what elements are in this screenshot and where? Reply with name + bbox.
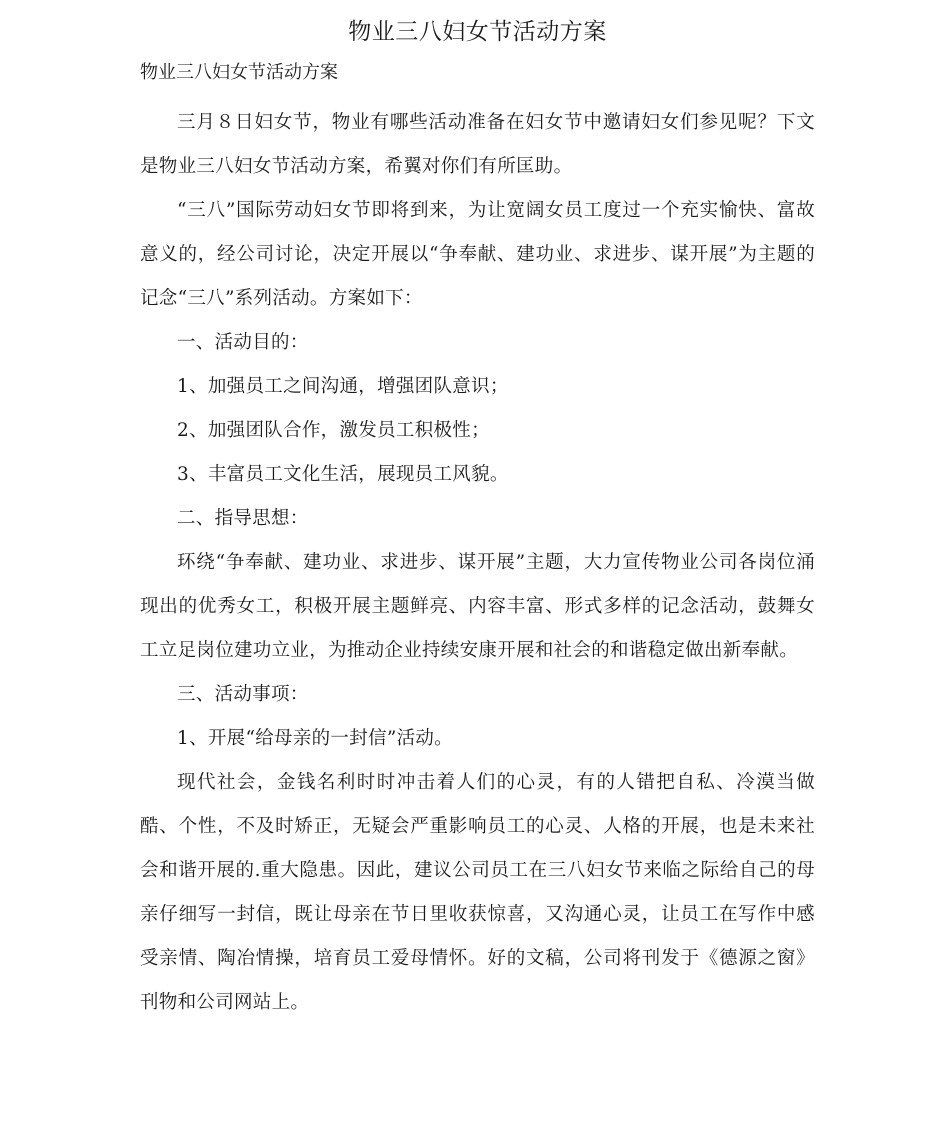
section-heading-purpose: 一、活动目的： (177, 332, 309, 353)
plan-intro-paragraph: “三八”国际劳动妇女节即将到来，为让宽阔女员工度过一个充实愉快、富故意义的，经公司讨论，决定开展以“争奉献、建功业、求进步、谋开展”为主题的记念“三八”系列活动。方案如下： (140, 200, 815, 309)
purpose-item-3: 3、丰富员工文化生活，展现员工风貌。 (177, 464, 509, 485)
document-subtitle: 物业三八妇女节活动方案 (140, 62, 338, 83)
purpose-item-2: 2、加强团队合作，激发员工积极性； (177, 420, 490, 441)
activity-description-paragraph: 现代社会，金钱名利时时冲击着人们的心灵，有的人错把自私、冷漠当做酷、个性，不及时矫正，无疑会严重影响员工的心灵、人格的开展，也是未来社会和谐开展的.重大隐患。因此，建议公司员工在三八妇女节来临之际给自己的母亲仔细写一封信，既让母亲在节日里收获惊喜，又沟通心灵，让员工在写作中感受亲情、陶冶情操，培育员工爱母情怀。好的文稿，公司将刊发于《德源之窗》刊物和公司网站上。 (140, 772, 815, 1013)
guidance-paragraph: 环绕“争奉献、建功业、求进步、谋开展”主题，大力宣传物业公司各岗位涌现出的优秀女工，积极开展主题鲜亮、内容丰富、形式多样的记念活动，鼓舞女工立足岗位建功立业，为推动企业持续安康开展和社会的和谐稳定做出新奉献。 (140, 552, 815, 661)
section-heading-activities: 三、活动事项： (177, 684, 309, 705)
intro-paragraph: 三月８日妇女节，物业有哪些活动准备在妇女节中邀请妇女们参见呢？下文是物业三八妇女节活动方案，希翼对你们有所匡助。 (140, 112, 815, 177)
section-heading-guidance: 二、指导思想： (177, 508, 309, 529)
activity-item-1: 1、开展“给母亲的一封信”活动。 (177, 728, 453, 749)
document-body (140, 101, 815, 1025)
purpose-item-1: 1、加强员工之间沟通，增强团队意识； (177, 376, 509, 397)
document-title: 物业三八妇女节活动方案 (348, 19, 607, 45)
